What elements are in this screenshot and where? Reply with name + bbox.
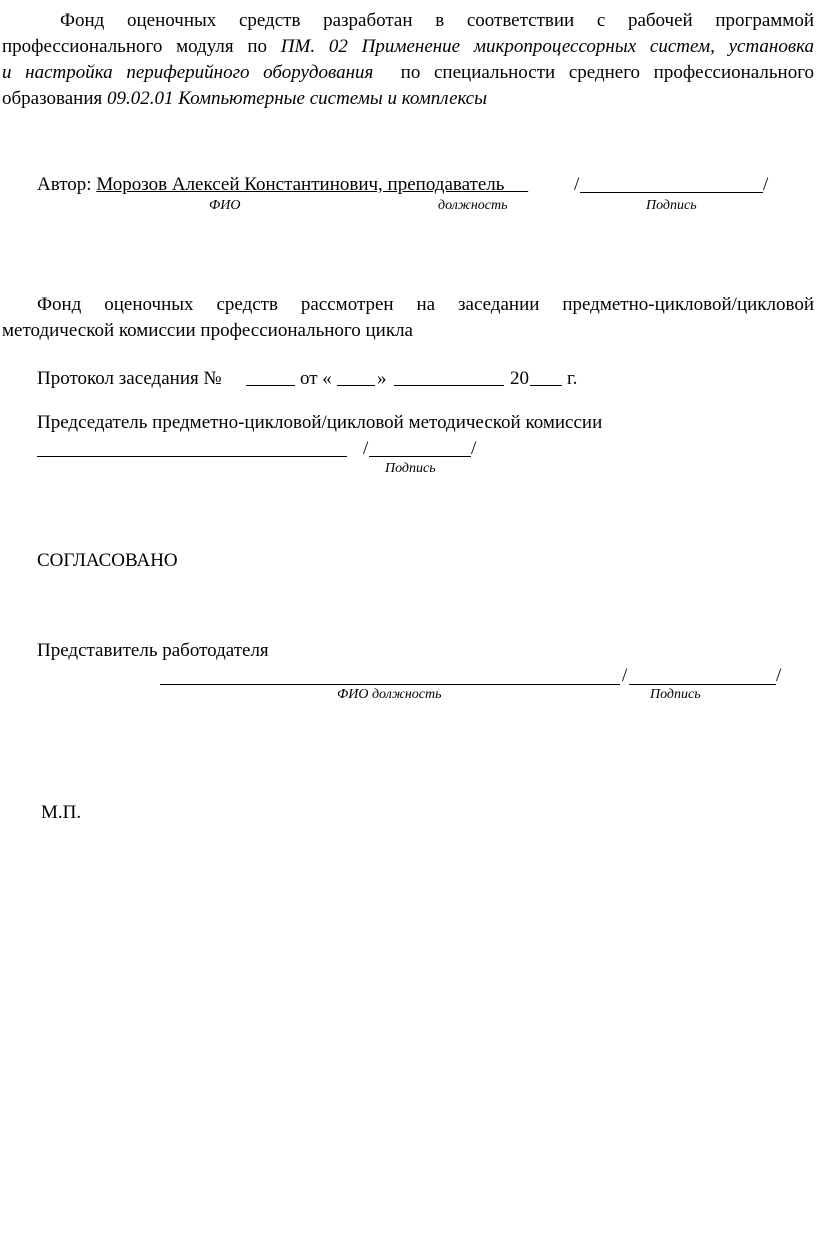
intro-text-plain: по специальности среднего профессионального — [400, 62, 815, 83]
module-name: ПМ. 02 Применение микропроцессорных систем, установка — [280, 36, 814, 57]
intro-text-plain: образования — [2, 88, 107, 109]
intro-line-4 — [2, 89, 487, 108]
author-line — [37, 175, 528, 194]
intro-line-3 — [2, 63, 814, 82]
caption-position: должность — [438, 198, 508, 213]
chairman-label: Председатель предметно-цикловой/цикловой методической комиссии — [37, 412, 603, 433]
author-signature-line — [580, 192, 763, 193]
protocol-year-line — [530, 385, 562, 386]
employer-label: Представитель работодателя — [37, 640, 269, 661]
author-sign-close: / — [763, 174, 769, 195]
protocol-number-line — [246, 385, 295, 386]
intro-line-1: Фонд оценочных средств разработан в соответствии с рабочей программой — [60, 10, 814, 31]
chairman-signature-line — [369, 456, 471, 457]
employer-sign-close: / — [776, 665, 782, 686]
chairman-sign-close: / — [471, 438, 477, 459]
employer-caption-fio-position: ФИО должность — [337, 687, 442, 702]
protocol-close-quote: » — [377, 368, 387, 389]
protocol-year-prefix: 20 — [510, 368, 529, 389]
protocol-from: от « — [300, 368, 332, 389]
author-value: Морозов Алексей Константинович, преподаватель — [96, 174, 505, 195]
review-line-2: методической комиссии профессионального цикла — [2, 320, 413, 341]
protocol-day-line — [337, 385, 375, 386]
intro-line-2 — [2, 37, 814, 56]
chairman-sign-open: / — [363, 438, 369, 459]
author-sign-open: / — [574, 174, 580, 195]
author-label: Автор: — [37, 174, 92, 195]
protocol-year-suffix: г. — [567, 368, 578, 389]
review-line-1: Фонд оценочных средств рассмотрен на заседании предметно-цикловой/цикловой — [37, 294, 814, 315]
employer-signature-line — [629, 684, 776, 685]
stamp-label: М.П. — [41, 802, 82, 823]
employer-name-line — [160, 684, 620, 685]
specialty-name: 09.02.01 Компьютерные системы и комплексы — [106, 88, 487, 109]
approved-label: СОГЛАСОВАНО — [37, 550, 178, 571]
employer-sign-open: / — [622, 665, 628, 686]
caption-fio: ФИО — [209, 198, 241, 213]
intro-text-plain: профессионального модуля по — [2, 36, 281, 57]
chairman-name-line — [37, 456, 347, 457]
protocol-month-line — [394, 385, 504, 386]
chairman-caption-signature: Подпись — [385, 461, 436, 476]
protocol-prefix: Протокол заседания № — [37, 368, 222, 389]
module-name-cont: и настройка периферийного оборудования — [2, 62, 374, 83]
employer-caption-signature: Подпись — [650, 687, 701, 702]
caption-signature: Подпись — [646, 198, 697, 213]
